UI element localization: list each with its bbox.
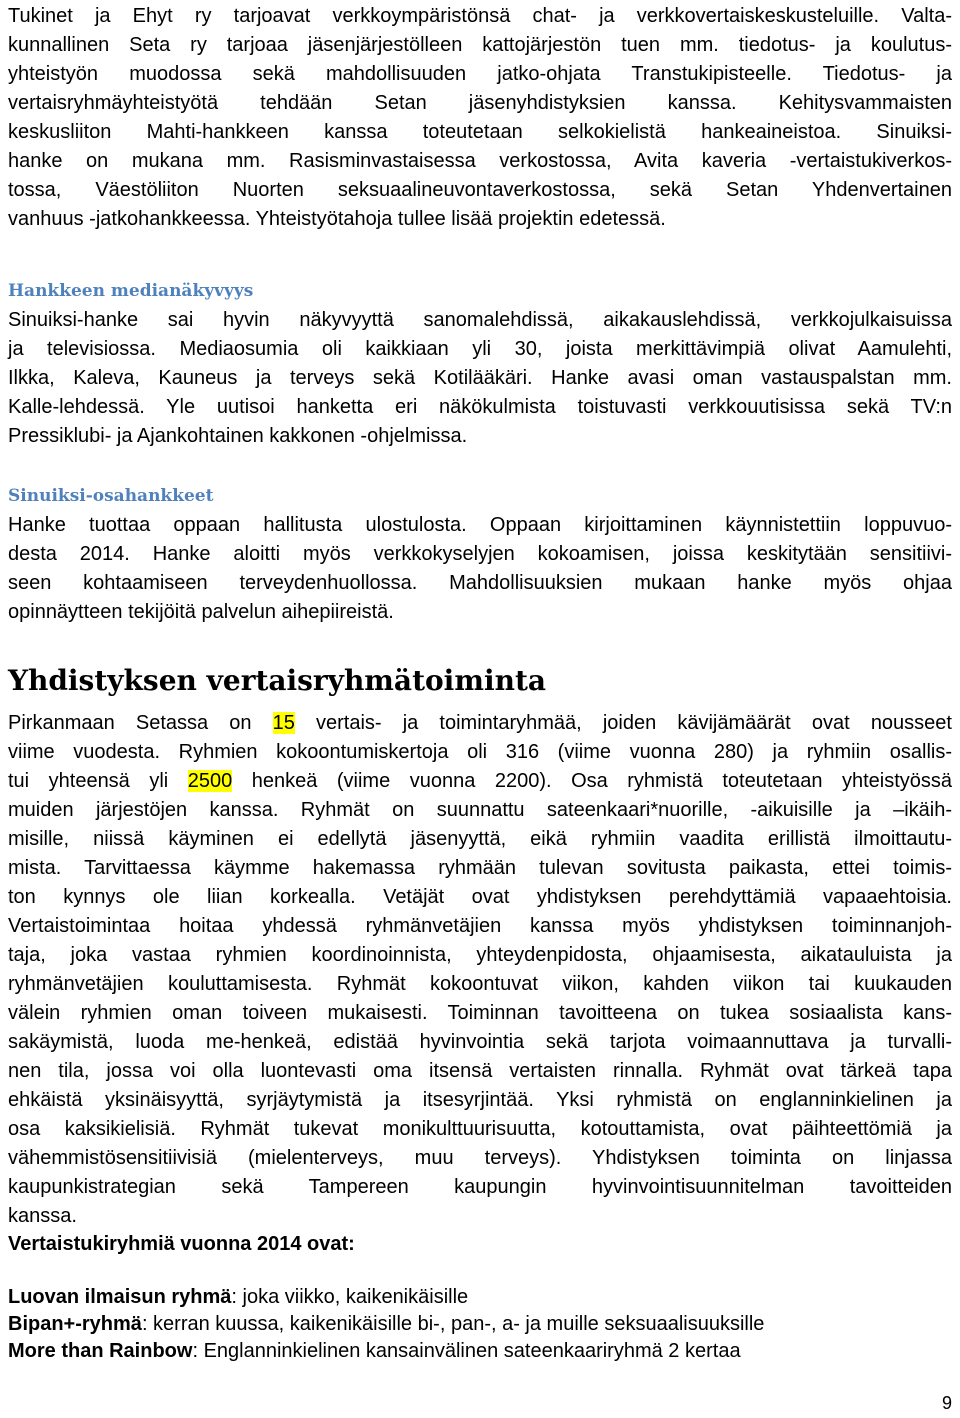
text-line: välein ryhmien oman toiveen mukaisesti. Toiminnan tavoitteena on tukea sosiaalista kans-: [8, 1002, 952, 1024]
group-description: : Englanninkielinen kansainvälinen sateenkaariryhmä 2 kertaa: [192, 1340, 741, 1362]
text-line: kanssa.: [8, 1205, 77, 1227]
text-line: opinnäytteen tekijöitä palvelun aihepiireistä.: [8, 601, 394, 623]
text-line: vertaisryhmäyhteistyötä tehdään Setan jäsenyhdistyksien kanssa. Kehitysvammaisten: [8, 92, 952, 114]
groups-list: [8, 1284, 764, 1365]
group-description: : joka viikko, kaikenikäisille: [231, 1286, 469, 1308]
subprojects-heading: Sinuiksi-osahankkeet: [8, 486, 214, 506]
list-item: [8, 1311, 764, 1338]
text-line: ryhmänvetäjien kouluttamisesta. Ryhmät kokoontuvat viikon, kahden viikon tai kuukauden: [8, 973, 952, 995]
text-line: tossa, Väestöliiton Nuorten seksuaalineuvontaverkostossa, sekä Setan Yhdenvertainen: [8, 179, 952, 201]
text-line: vanhuus -jatkohankkeessa. Yhteistyötahoja tullee lisää projektin edetessä.: [8, 208, 666, 230]
text-line: taja, joka vastaa ryhmien koordinoinnista, yhteydenpidosta, ohjaamisesta, aikatauluista ja: [8, 944, 952, 966]
text-fragment: henkeä (viime vuonna 2200). Osa ryhmistä toteutetaan yhteistyössä: [232, 770, 952, 792]
intro-paragraph: [8, 2, 952, 234]
text-line: Kalle-lehdessä. Yle uutisoi hanketta eri näkökulmista toistuvasti verkkouutisissa sekä TV:n: [8, 396, 952, 418]
text-line: Pressiklubi- ja Ajankohtainen kakkonen -ohjelmissa.: [8, 425, 468, 447]
text-line: vähemmistösensitiivisiä (mielenterveys, muu terveys). Yhdistyksen toiminta on linjassa: [8, 1147, 952, 1169]
text-fragment: Pirkanmaan Setassa on: [8, 712, 273, 734]
text-line: sakäymistä, luoda me-henkeä, edistää hyvinvointia sekä tarjota voimaannuttava ja turvalli-: [8, 1031, 952, 1053]
list-item: [8, 1284, 764, 1311]
text-line: viime vuodesta. Ryhmien kokoontumiskertoja oli 316 (viime vuonna 280) ja ryhmiin osallis-: [8, 741, 952, 763]
text-line: ton kynnys ole liian korkealla. Vetäjät ovat yhdistyksen perehdyttämiä vapaaehtoisia.: [8, 886, 952, 908]
list-item: [8, 1338, 764, 1365]
text-fragment: tui yhteensä yli: [8, 770, 188, 792]
page-number: 9: [941, 1393, 952, 1413]
subprojects-paragraph: [8, 511, 952, 627]
text-line: Hanke tuottaa oppaan hallitusta ulostulosta. Oppaan kirjoittaminen käynnistettiin loppuvuo-: [8, 514, 952, 536]
text-line: Sinuiksi-hanke sai hyvin näkyvyyttä sanomalehdissä, aikakauslehdissä, verkkojulkaisuissa: [8, 309, 952, 331]
text-line: ehkäistä yksinäisyyttä, syrjäytymistä ja itsesyrjintää. Yksi ryhmistä on englanninkielinen ja: [8, 1089, 952, 1111]
text-line: keskusliiton Mahti-hankkeen kanssa toteutetaan selkokielistä hankeaineistoa. Sinuiksi-: [8, 121, 952, 143]
groups-heading: Vertaistukiryhmiä vuonna 2014 ovat:: [8, 1233, 355, 1255]
group-name: Bipan+-ryhmä: [8, 1313, 142, 1335]
text-line: nen tila, jossa voi olla luontevasti oma itsensä vertaisten rinnalla. Ryhmät ovat tärkeä tapa: [8, 1060, 952, 1082]
highlighted-number: 2500: [187, 770, 233, 792]
text-line: kunnallinen Seta ry tarjoaa jäsenjärjestölleen kattojärjestön tuen mm. tiedotus- ja koulutus-: [8, 34, 952, 56]
text-line: hanke on mukana mm. Rasisminvastaisessa verkostossa, Avita kaveria -vertaistukiverkos-: [8, 150, 952, 172]
peer-heading: Yhdistyksen vertaisryhmätoiminta: [8, 664, 547, 697]
group-description: : kerran kuussa, kaikenikäisille bi-, pan-, a- ja muille seksuaalisuuksille: [141, 1313, 765, 1335]
media-paragraph: [8, 306, 952, 451]
group-name: More than Rainbow: [8, 1340, 193, 1362]
text-line: Tukinet ja Ehyt ry tarjoavat verkkoympäristönsä chat- ja verkkovertaiskeskusteluille. Valta-: [8, 5, 952, 27]
text-line: osa kaksikielisiä. Ryhmät tukevat monikulttuurisuutta, kotouttamista, ovat päihteettömiä ja: [8, 1118, 952, 1140]
highlighted-number: 15: [272, 712, 295, 734]
text-line: kaupunkistrategian sekä Tampereen kaupungin hyvinvointisuunnitelman tavoitteiden: [8, 1176, 952, 1198]
text-line: misille, niissä käyminen ei edellytä jäsenyyttä, eikä ryhmiin vaadita erillistä ilmoittautu-: [8, 828, 952, 850]
text-line: seen kohtaamiseen terveydenhuollossa. Mahdollisuuksien mukaan hanke myös ohjaa: [8, 572, 952, 594]
text-line: desta 2014. Hanke aloitti myös verkkokyselyjen kokoamisen, joissa keskitytään sensitiivi-: [8, 543, 952, 565]
text-line: muiden järjestöjen kanssa. Ryhmät on suunnattu sateenkaari*nuorille, -aikuisille ja –ikäih-: [8, 799, 952, 821]
media-heading: Hankkeen medianäkyvyys: [8, 281, 254, 301]
text-line: yhteistyön muodossa sekä mahdollisuuden jatko-ohjata Transtukipisteelle. Tiedotus- ja: [8, 63, 952, 85]
text-line: Vertaistoimintaa hoitaa yhdessä ryhmänvetäjien kanssa myös yhdistyksen toiminnanjoh-: [8, 915, 952, 937]
text-line: ja televisiossa. Mediaosumia oli kaikkiaan yli 30, joista merkittävimpiä olivat Aamulehti,: [8, 338, 952, 360]
group-name: Luovan ilmaisun ryhmä: [8, 1286, 232, 1308]
peer-paragraph: [8, 709, 952, 1231]
text-line: [8, 709, 952, 738]
text-fragment: vertais- ja toimintaryhmää, joiden kävijämäärät ovat nousseet: [294, 712, 952, 734]
text-line: [8, 767, 952, 796]
text-line: Ilkka, Kaleva, Kauneus ja terveys sekä Kotilääkäri. Hanke avasi oman vastauspalstan mm.: [8, 367, 952, 389]
text-line: mista. Tarvittaessa käymme hakemassa ryhmään tulevan sovitusta paikasta, ettei toimis-: [8, 857, 952, 879]
